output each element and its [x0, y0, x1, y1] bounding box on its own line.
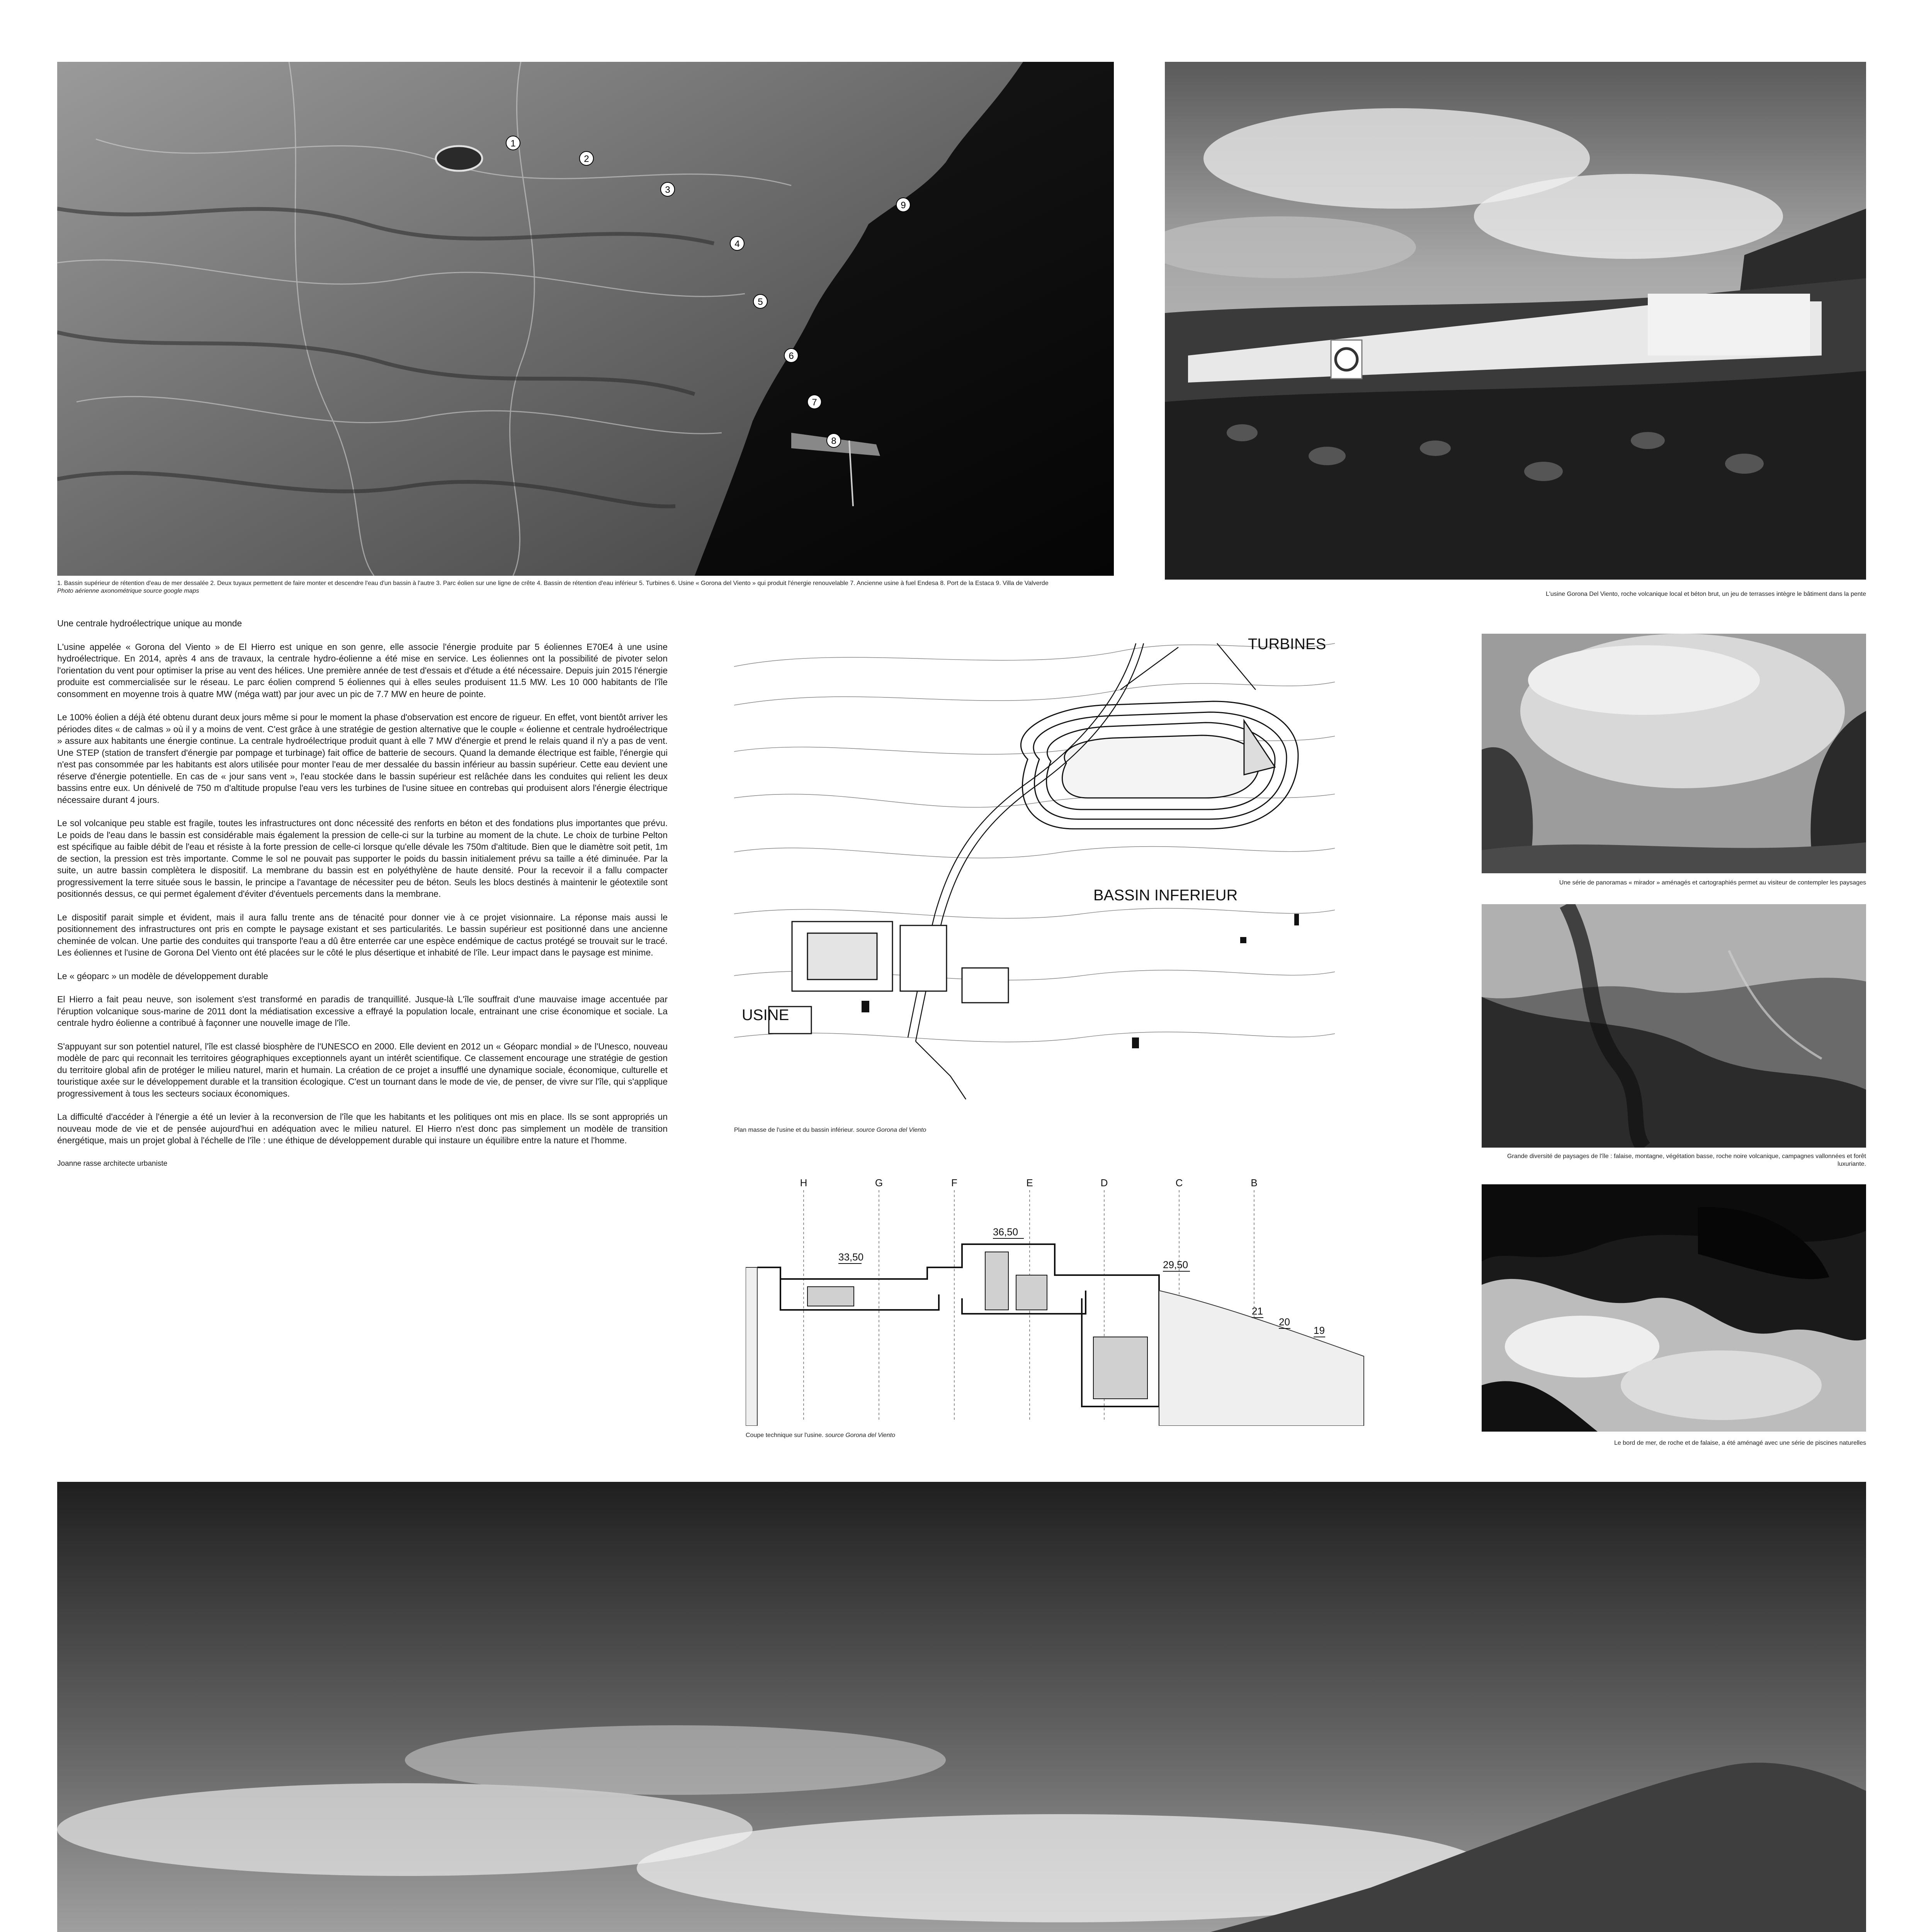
- section-level: 21: [1252, 1305, 1263, 1317]
- aerial-marker: 7: [812, 397, 817, 408]
- aerial-marker: 2: [584, 154, 589, 164]
- section-grid-label: D: [1100, 1177, 1108, 1189]
- section-grid-label: H: [800, 1177, 807, 1189]
- aerial-marker: 8: [831, 436, 836, 446]
- usine-caption: L'usine Gorona Del Viento, roche volcanique local et béton brut, un jeu de terrasses intègre le bâtiment dans la pente: [1545, 591, 1866, 597]
- section-grid-label: F: [951, 1177, 957, 1189]
- plan-caption-text: Plan masse de l'usine et du bassin inférieur.: [734, 1127, 855, 1133]
- section-level: 19: [1314, 1325, 1325, 1336]
- article-paragraph: Le dispositif parait simple et évident, mais il aura fallu trente ans de ténacité pour donner vie à ce projet visionnaire. La réponse mais aussi le positionnement des infrastructures ont pris en compte le paysage existant et ses particularités. Le bassin supérieur est positionné dans une ancienne cheminée de volcan. Une partie des conduites qui transporte l'eau a dû être enterrée car une espèce endémique de cactus protégé se trouvait sur le tracé. Les éoliennes et l'usine de Gorona Del Viento ont été placées sur le côté le plus désertique et inhabité de l'île. Leur impact dans le paysage est minime.: [57, 912, 668, 957]
- section-grid-label: C: [1175, 1177, 1183, 1189]
- aerial-marker: 5: [758, 297, 763, 307]
- section-caption: [746, 1432, 1372, 1439]
- valley-photo: [1482, 904, 1866, 1148]
- plan-label-bassin: BASSIN INFERIEUR: [1093, 887, 1238, 904]
- aerial-marker: 6: [789, 351, 794, 361]
- section-grid-label: G: [875, 1177, 883, 1189]
- sea-photo: [1482, 1184, 1866, 1432]
- plan-label-usine: USINE: [742, 1007, 789, 1024]
- article-signature: Joanne rasse architecte urbaniste: [57, 1159, 168, 1168]
- section-level: 36,50: [993, 1226, 1018, 1238]
- article-paragraph: S'appuyant sur son potentiel naturel, l'île est classé biosphère de l'UNESCO en 2000. Elle devient en 2012 un « Géoparc mondial » de l'Unesco, nouveau modèle de parc qui reconnait les territoires géographiques exceptionnels ayant un intérêt scientifique. Ce classement encourage une stratégie de gestion du territoire global afin de protéger le milieu naturel, marin et humain. La création de ce projet a insufflé une dynamique sociale, économique, culturelle et touristique axée sur le développement durable et la transition écologique. C'est un tournant dans le mode de vie, de penser, de vivre sur l'île, qui s'applique progressivement à tous les secteurs sociaux économiques.: [57, 1041, 668, 1099]
- article-paragraph: La difficulté d'accéder à l'énergie a été un levier à la reconversion de l'île que les habitants et les politiques ont mis en place. Ils se sont appropriés un nouveau mode de vie et de pensée aujourd'hui en adéquation avec le milieu naturel. El Hierro n'est donc pas simplement un modèle de transition énergétique, mais un projet global à l'échelle de l'île : une éthique de développement durable qui instaure un équilibre entre la nature et l'homme.: [57, 1112, 668, 1145]
- section-caption-text: Coupe technique sur l'usine.: [746, 1432, 824, 1439]
- reservoir-photo: [57, 1482, 1866, 1932]
- valley-caption: Grande diversité de paysages de l'île : falaise, montagne, végétation basse, roche noire volcanique, campagnes vallonnées et forêt luxuriante.: [1507, 1153, 1866, 1167]
- plan-label-turbines: TURBINES: [1248, 636, 1326, 653]
- site-plan: [734, 620, 1335, 1107]
- fog-caption: Une série de panoramas « mirador » aménagés et cartographiés permet au visiteur de contempler les paysages: [1559, 879, 1866, 886]
- aerial-marker: 4: [734, 239, 740, 249]
- article-subtitle: Le « géoparc » un modèle de développement durable: [57, 971, 269, 981]
- article-paragraph: Le sol volcanique peu stable est fragile, toutes les infrastructures ont donc nécessité des renforts en béton et des fondations plus importantes que prévu. Le poids de l'eau dans le bassin est considérable mais également la pression de celle-ci sur la turbine au moment de la chute. Le choix de turbine Pelton est spécifique au faible débit de l'eau et résiste à la forte pression de celle-ci lorsque qu'elle dévale les 750m d'altitude. Bien que le diamètre soit petit, 1m de section, la pression est très importante. Comme le sol ne pouvait pas supporter le poids du bassin initialement prévu sa taille a été diminuée. Par la suite, un autre bassin complètera le dispositif. La membrane du bassin est en polyéthylène de haute densité. Pour la recevoir il a fallu compacter progressivement la terre située sous le bassin, le principe a l'avantage de nécessiter peu de béton. Seuls les blocs destinés à maintenir le géotextile sont positionnés dessus, ce qui permet également d'éviter d'éventuels percements dans la membrane.: [57, 818, 668, 899]
- article-paragraph: Le 100% éolien a déjà été obtenu durant deux jours même si pour le moment la phase d'observation est encore de rigueur. En effet, vont bientôt arriver les périodes dites « de calmas » où il y a moins de vent. C'est grâce à une stratégie de gestion alternative que le couple « éolienne et centrale hydroélectrique » assure aux habitants une énergie continue. La centrale hydroélectrique produit quant à elle 7 MW d'énergie et prend le relais quand il n'y a pas de vent. Une STEP (station de transfert d'énergie par pompage et turbinage) fait office de batterie de secours. Quand la demande électrique est faible, l'énergie qui n'est pas consommée par les habitants est alors utilisée pour monter l'eau de mer dessalée du bassin inférieur au bassin supérieur. Cette eau devient une réserve d'énergie potentielle. En cas de « jour sans vent », l'eau stockée dans le bassin supérieur est relâchée dans les conduites qui relient les deux bassins entre eux. Un dénivelé de 750 m d'altitude propulse l'eau vers les turbines de l'usine situee en contrebas qui produisent alors l'énergie électrique nécessaire durant 4 jours.: [57, 712, 668, 805]
- section-level: 20: [1279, 1316, 1290, 1328]
- section-level: 29,50: [1163, 1259, 1188, 1270]
- section-grid-label: E: [1026, 1177, 1033, 1189]
- article-paragraph: L'usine appelée « Gorona del Viento » de El Hierro est unique en son genre, elle associe l'énergie produite par 5 éoliennes E70E4 à une usine hydroélectrique. En 2014, après 4 ans de travaux, la centrale hydro-éolienne a été mise en service. Les éoliennes ont la possibilité de pivoter selon l'orientation du vent pour optimiser la prise au vent des hélices. Une première année de test d'essais et d'étude a été nécessaire. Depuis juin 2015 l'énergie produite est commercialisée sur le réseau. Le parc éolien comprend 5 éoliennes qui à elles seules produisent 11.5 MW. Les 10 000 habitants de l'île consomment en moyenne trois à quatre MW (méga watt) par jour avec un pic de 7.7 MW en heure de pointe.: [57, 641, 668, 699]
- article-paragraph: El Hierro a fait peau neuve, son isolement s'est transformé en paradis de tranquillité. Jusque-là L'île souffrait d'une mauvaise image accentuée par l'éruption volcanique sous-marine de 2011 dont la médiatisation excessive a effrayé la population locale, entrainant une crise économique et sociale. La centrale hydro éolienne a contribué à façonner une nouvelle image de l'île.: [57, 994, 668, 1028]
- sea-caption: Le bord de mer, de roche et de falaise, a été aménagé avec une série de piscines naturelles: [1614, 1440, 1866, 1446]
- article-title: Une centrale hydroélectrique unique au monde: [57, 618, 242, 628]
- section-caption-source: source Gorona del Viento: [825, 1432, 896, 1439]
- section-level: 33,50: [838, 1251, 864, 1263]
- aerial-marker: 1: [510, 138, 516, 149]
- technical-section: [746, 1175, 1372, 1426]
- plan-caption: [734, 1126, 1335, 1134]
- aerial-photo: [57, 62, 1114, 576]
- plan-caption-source: source Gorona del Viento: [856, 1127, 926, 1133]
- article: [57, 617, 668, 1170]
- fog-photo: [1482, 634, 1866, 873]
- aerial-caption: [57, 580, 1114, 595]
- aerial-marker: 9: [901, 200, 906, 211]
- aerial-caption-text: 1. Bassin supérieur de rétention d'eau de mer dessalée 2. Deux tuyaux permettent de faire monter et descendre l'eau d'un bassin à l'autre 3. Parc éolien sur une ligne de crête 4. Bassin de rétention d'eau inférieur 5. Turbines 6. Usine « Gorona del Viento » qui produit l'énergie renouvelable 7. Ancienne usine à fuel Endesa 8. Port de la Estaca 9. Villa de Valverde: [57, 580, 1049, 587]
- aerial-marker: 3: [665, 185, 670, 195]
- section-grid-label: B: [1251, 1177, 1258, 1189]
- aerial-source: Photo aérienne axonométrique source google maps: [57, 588, 199, 594]
- usine-photo: [1165, 62, 1866, 580]
